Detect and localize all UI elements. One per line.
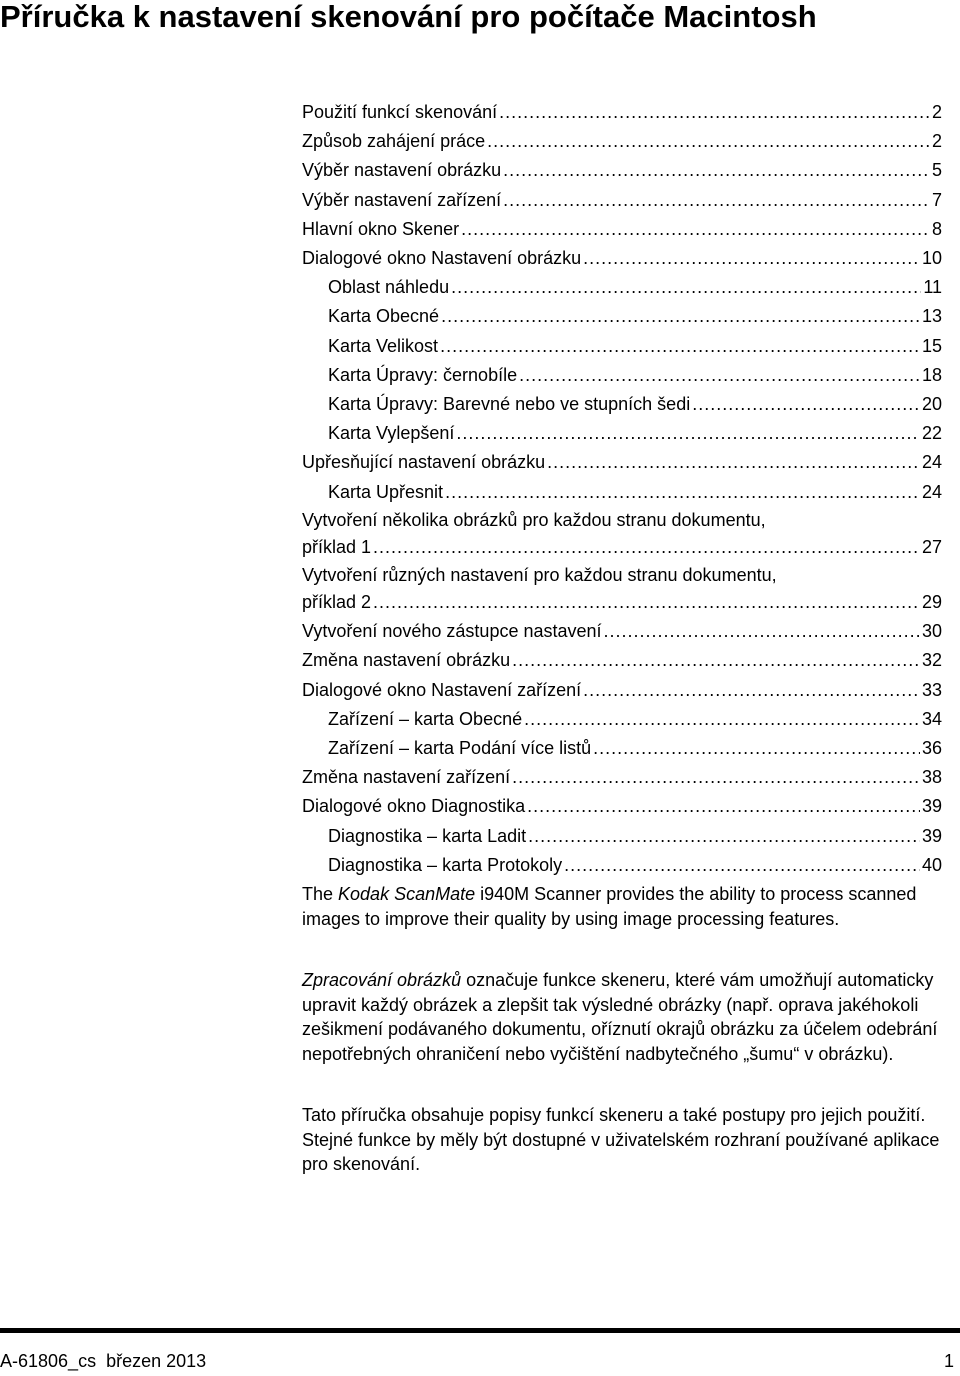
toc-entry-page: 36 xyxy=(921,738,942,758)
toc-entry[interactable] xyxy=(328,478,942,506)
toc-entry-page: 2 xyxy=(931,131,942,152)
toc-dot-leader xyxy=(499,98,930,126)
toc-dot-leader xyxy=(451,273,921,301)
toc-entry[interactable] xyxy=(328,390,942,418)
toc-entry-title: příklad 2 xyxy=(302,592,372,612)
toc-entry-title: Použití funkcí skenování xyxy=(302,102,498,122)
toc-entry-title: Hlavní okno Skener xyxy=(302,218,460,239)
toc-entry-title: Zařízení – karta Obecné xyxy=(328,708,523,729)
toc-entry-title: Výběr nastavení zařízení xyxy=(302,189,502,210)
toc-entry-title: Změna nastavení zařízení xyxy=(302,767,511,788)
toc-entry-page: 27 xyxy=(921,536,942,557)
toc-dot-leader xyxy=(503,156,930,184)
toc-dot-leader xyxy=(519,361,920,389)
guide-description-paragraph xyxy=(302,1103,942,1177)
guide-description-text: Tato příručka obsahuje popisy funkcí skeneru a také postupy pro jejich použití. Stejné funkce by měly být dostupné v uživatelském rozhraní používané aplikace pro skenování. xyxy=(302,1105,940,1174)
toc-entry-page: 2 xyxy=(931,102,942,122)
toc-entry-title: Vytvoření nového zástupce nastavení xyxy=(302,621,602,642)
toc-dot-leader xyxy=(441,302,920,330)
toc-entry-page: 7 xyxy=(931,189,942,210)
toc-entry[interactable] xyxy=(302,156,942,184)
toc-dot-leader xyxy=(512,646,920,674)
toc-entry[interactable] xyxy=(302,98,942,126)
footer-rule xyxy=(0,1328,960,1333)
intro-paragraph xyxy=(302,882,942,931)
toc-entry-title: Diagnostika – karta Protokoly xyxy=(328,854,563,875)
toc-entry[interactable] xyxy=(328,822,942,850)
toc-dot-leader xyxy=(445,478,920,506)
toc-entry[interactable] xyxy=(328,705,942,733)
toc-entry-title: Diagnostika – karta Ladit xyxy=(328,825,527,846)
toc-entry[interactable] xyxy=(328,332,942,360)
toc-entry[interactable] xyxy=(328,302,942,330)
image-processing-paragraph xyxy=(302,968,942,1066)
toc-dot-leader xyxy=(373,533,920,561)
toc-entry-page: 5 xyxy=(931,160,942,181)
toc-entry[interactable] xyxy=(302,244,942,272)
toc-dot-leader xyxy=(692,390,920,418)
footer-page-number: 1 xyxy=(943,1351,954,1371)
toc-entry-page: 18 xyxy=(921,364,942,385)
toc-entry[interactable] xyxy=(302,588,942,616)
toc-entry-page: 10 xyxy=(921,248,942,268)
toc-entry[interactable] xyxy=(302,448,942,476)
toc-entry-page: 38 xyxy=(921,767,942,788)
toc-entry-title: příklad 1 xyxy=(302,536,372,557)
toc-entry[interactable] xyxy=(328,419,942,447)
toc-entry-page: 11 xyxy=(923,277,942,298)
toc-entry-page: 22 xyxy=(921,423,942,444)
toc-entry-title: Změna nastavení obrázku xyxy=(302,650,511,671)
product-name: Kodak ScanMate xyxy=(338,884,476,904)
toc-entry[interactable] xyxy=(302,676,942,704)
toc-dot-leader xyxy=(527,792,920,820)
toc-dot-leader xyxy=(512,763,920,791)
toc-dot-leader xyxy=(528,822,920,850)
toc-entry[interactable] xyxy=(302,215,942,243)
toc-entry-page: 33 xyxy=(921,679,942,700)
toc-entry-line1[interactable]: Vytvoření několika obrázků pro každou stranu dokumentu, xyxy=(302,509,766,530)
toc-dot-leader xyxy=(440,332,920,360)
document-title: Příručka k nastavení skenování pro počítače Macintosh xyxy=(0,0,817,34)
toc-entry-title: Zařízení – karta Podání více listů xyxy=(328,738,592,758)
toc-entry[interactable] xyxy=(302,646,942,674)
toc-dot-leader xyxy=(564,851,920,879)
toc-entry-title: Karta Úpravy: Barevné nebo ve stupních šedi xyxy=(328,394,691,414)
toc-entry-page: 39 xyxy=(921,796,942,817)
toc-dot-leader xyxy=(461,215,930,243)
toc-entry-title: Karta Velikost xyxy=(328,335,439,356)
toc-entry-title: Upřesňující nastavení obrázku xyxy=(302,452,546,473)
toc-entry-title: Karta Vylepšení xyxy=(328,423,455,444)
toc-dot-leader xyxy=(503,186,930,214)
toc-entry-title: Karta Obecné xyxy=(328,306,440,327)
toc-entry-title: Způsob zahájení práce xyxy=(302,131,486,152)
toc-entry-page: 32 xyxy=(921,650,942,671)
toc-entry-page: 24 xyxy=(921,452,942,473)
toc-entry-page: 13 xyxy=(921,306,942,327)
toc-entry[interactable] xyxy=(302,127,942,155)
image-processing-term: Zpracování obrázků xyxy=(302,970,462,990)
toc-dot-leader xyxy=(456,419,920,447)
toc-dot-leader xyxy=(487,127,930,155)
toc-dot-leader xyxy=(583,244,920,272)
toc-entry-title: Karta Upřesnit xyxy=(328,481,444,502)
toc-entry-title: Karta Úpravy: černobíle xyxy=(328,364,518,385)
toc-entry-title: Výběr nastavení obrázku xyxy=(302,160,502,181)
image-processing-text: označuje funkce skeneru, které vám umožňují automaticky upravit každý obrázek a zlepšit tak výsledné obrázky (např. oprava jakéhokoli zešikmení podávaného dokumentu, oříznutí okrajů obrázku za účelem odebrání nepotřebných ohraničení nebo vyčištění nadbytečného „šumu“ v obrázku). xyxy=(302,970,938,1064)
intro-text-start: The xyxy=(302,884,339,904)
toc-entry-page: 29 xyxy=(921,592,942,612)
toc-dot-leader xyxy=(524,705,920,733)
toc-entry[interactable] xyxy=(302,186,942,214)
toc-entry-title: Oblast náhledu xyxy=(328,277,450,298)
toc-entry-page: 24 xyxy=(921,481,942,502)
toc-entry-page: 40 xyxy=(921,854,942,875)
toc-entry[interactable] xyxy=(302,533,942,561)
toc-entry[interactable] xyxy=(302,792,942,820)
toc-dot-leader xyxy=(604,617,920,645)
toc-dot-leader xyxy=(593,734,920,762)
intro-text-end: i940M Scanner provides the ability to process scanned images to improve their quality by using image processing features. xyxy=(302,884,917,929)
toc-entry-page: 8 xyxy=(931,218,942,239)
toc-entry[interactable] xyxy=(328,273,942,301)
toc-entry-page: 20 xyxy=(921,394,942,414)
toc-entry[interactable] xyxy=(328,851,942,879)
toc-dot-leader xyxy=(373,588,920,616)
toc-entry-title: Dialogové okno Nastavení obrázku xyxy=(302,248,582,268)
toc-entry-line1[interactable]: Vytvoření různých nastavení pro každou stranu dokumentu, xyxy=(302,565,777,585)
toc-entry-page: 39 xyxy=(921,825,942,846)
footer-doc-id: A-61806_cs březen 2013 xyxy=(0,1351,207,1371)
toc-entry[interactable] xyxy=(328,734,942,762)
toc-entry[interactable] xyxy=(302,763,942,791)
toc-entry-page: 34 xyxy=(921,708,942,729)
toc-entry[interactable] xyxy=(302,617,942,645)
toc-dot-leader xyxy=(583,676,920,704)
toc-entry-title: Dialogové okno Diagnostika xyxy=(302,796,526,817)
toc-entry[interactable] xyxy=(328,361,942,389)
toc-entry-page: 30 xyxy=(921,621,942,642)
toc-dot-leader xyxy=(547,448,920,476)
toc-entry-title: Dialogové okno Nastavení zařízení xyxy=(302,679,582,700)
toc-entry-page: 15 xyxy=(921,335,942,356)
